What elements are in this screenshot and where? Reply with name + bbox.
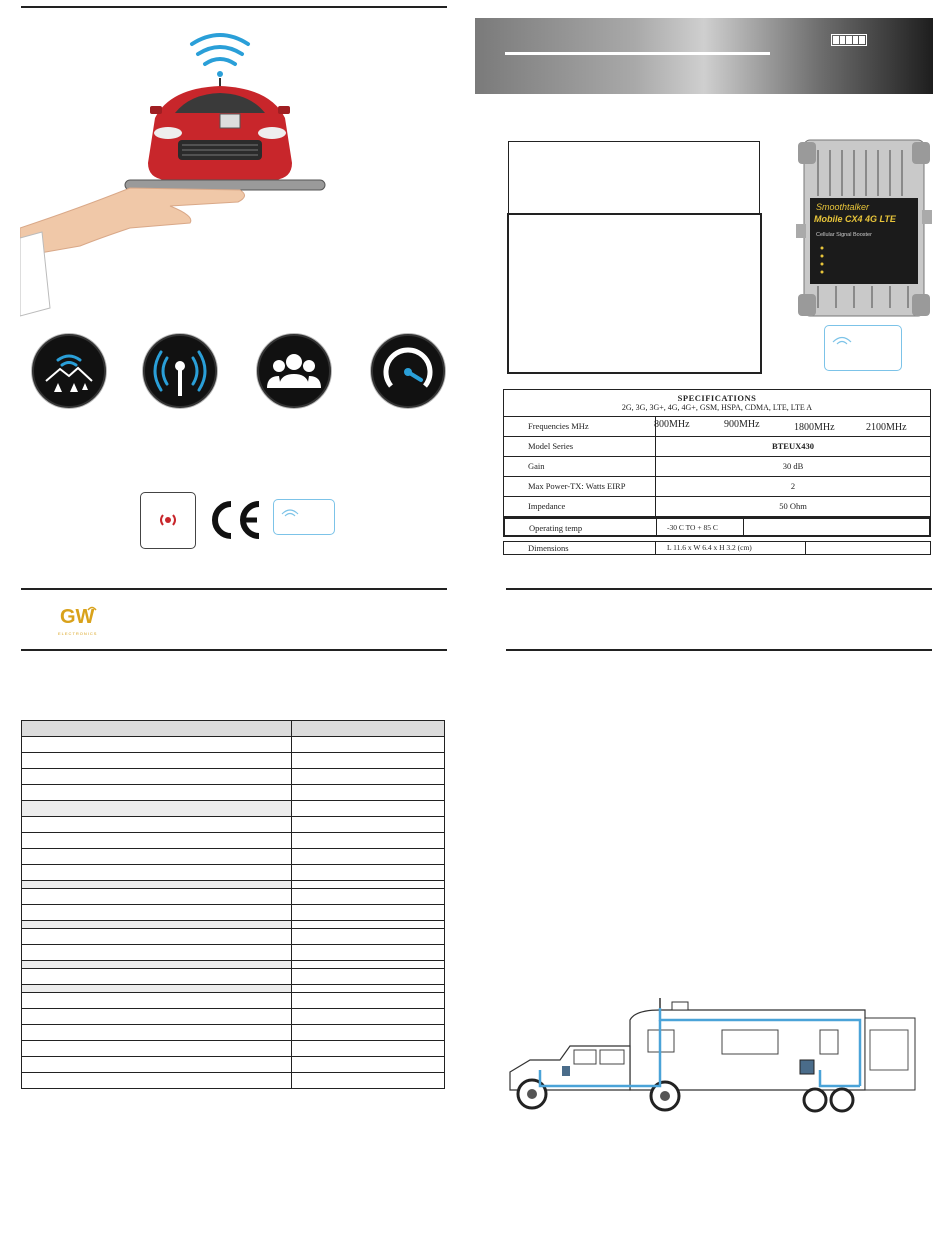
users-icon: [257, 334, 331, 408]
spec-value: L 11.6 x W 6.4 x H 3.2 (cm): [667, 543, 752, 552]
table-row: [22, 801, 445, 817]
table-row: [22, 881, 445, 889]
wifi-signal-icon: [192, 35, 248, 77]
spec-row-impedance: [503, 497, 931, 517]
ce-mark-icon: [205, 498, 263, 542]
spec-value: 2: [790, 481, 796, 491]
spec-value: -30 C TO + 85 C: [667, 523, 718, 532]
table-row: [22, 865, 445, 881]
freq-900: 900MHz: [724, 419, 760, 430]
spec-label: Gain: [528, 461, 545, 471]
svg-text:GW: GW: [60, 606, 95, 626]
tower-signal-icon: [143, 334, 217, 408]
logo-subtitle: ELECTRONICS: [58, 631, 98, 636]
text-box-lower: [507, 213, 762, 374]
table-row: [22, 785, 445, 801]
freq-1800: 1800MHz: [794, 422, 835, 433]
ic-mark-icon: [140, 492, 196, 549]
battery-icon: [831, 34, 867, 46]
banner-underline: [505, 52, 770, 55]
truck-trailer-installation-diagram: [500, 990, 930, 1120]
specifications-technologies: 2G, 3G, 3G+, 4G, 4G+, GSM, HSPA, CDMA, LTE, LTE A: [621, 403, 813, 412]
table-row: [22, 945, 445, 961]
signal-card-icon-small: [824, 325, 902, 371]
spec-value: BTEUX430: [771, 441, 815, 451]
table-row: [22, 737, 445, 753]
spec-label: Operating temp: [529, 523, 583, 533]
signal-booster-product-image: [796, 136, 932, 320]
text-box-upper: [508, 141, 760, 215]
svg-text:Cellular Signal Booster: Cellular Signal Booster: [816, 232, 872, 238]
spec-label: Impedance: [528, 501, 566, 511]
table-row: [22, 1025, 445, 1041]
table-row: [22, 889, 445, 905]
table-row: [22, 929, 445, 945]
specifications-table: [503, 389, 931, 555]
table-row: [22, 905, 445, 921]
table-row: [22, 721, 445, 737]
spec-label: Max Power-TX: Watts EIRP: [528, 481, 626, 491]
spec-label: Dimensions: [528, 543, 569, 553]
spec-label: Model Series: [528, 441, 574, 451]
top-rule-left: [21, 6, 447, 8]
svg-text:Smoothtalker: Smoothtalker: [816, 202, 870, 212]
table-row: [22, 969, 445, 985]
table-row: [22, 849, 445, 865]
speed-gauge-icon: [371, 334, 445, 408]
table-row: [22, 1073, 445, 1089]
outdoor-signal-icon: [32, 334, 106, 408]
signal-card-icon: [273, 499, 335, 535]
spec-row-frequencies: [503, 417, 931, 437]
footer-rule-left-top: [21, 588, 447, 590]
table-row: [22, 1009, 445, 1025]
gw-electronics-logo: [58, 604, 110, 636]
spec-row-model: [503, 437, 931, 457]
empty-grid-table: [21, 720, 445, 1089]
spec-value: 50 Ohm: [779, 501, 807, 511]
table-row: [22, 833, 445, 849]
svg-text:Mobile CX4 4G LTE: Mobile CX4 4G LTE: [814, 214, 896, 224]
table-row: [22, 985, 445, 993]
specifications-title: SPECIFICATIONS: [677, 393, 757, 403]
table-row: [22, 1057, 445, 1073]
car-on-tablet-illustration: [20, 18, 350, 318]
table-row: [22, 769, 445, 785]
freq-800: 800MHz: [654, 419, 690, 430]
footer-rule-right-top: [506, 588, 932, 590]
header-banner: [475, 18, 933, 94]
table-row: [22, 753, 445, 769]
spec-value: 30 dB: [782, 461, 804, 471]
spec-row-operating-temp: [503, 517, 931, 537]
footer-rule-right-bottom: [506, 649, 932, 651]
spec-row-dimensions: [503, 541, 931, 555]
spec-row-max-power: [503, 477, 931, 497]
freq-2100: 2100MHz: [866, 422, 907, 433]
table-row: [22, 921, 445, 929]
specifications-header: [503, 389, 931, 417]
table-row: [22, 993, 445, 1009]
spec-row-gain: [503, 457, 931, 477]
table-row: [22, 961, 445, 969]
table-row: [22, 1041, 445, 1057]
table-row: [22, 817, 445, 833]
footer-rule-left-bottom: [21, 649, 447, 651]
spec-label: Frequencies MHz: [528, 421, 589, 431]
